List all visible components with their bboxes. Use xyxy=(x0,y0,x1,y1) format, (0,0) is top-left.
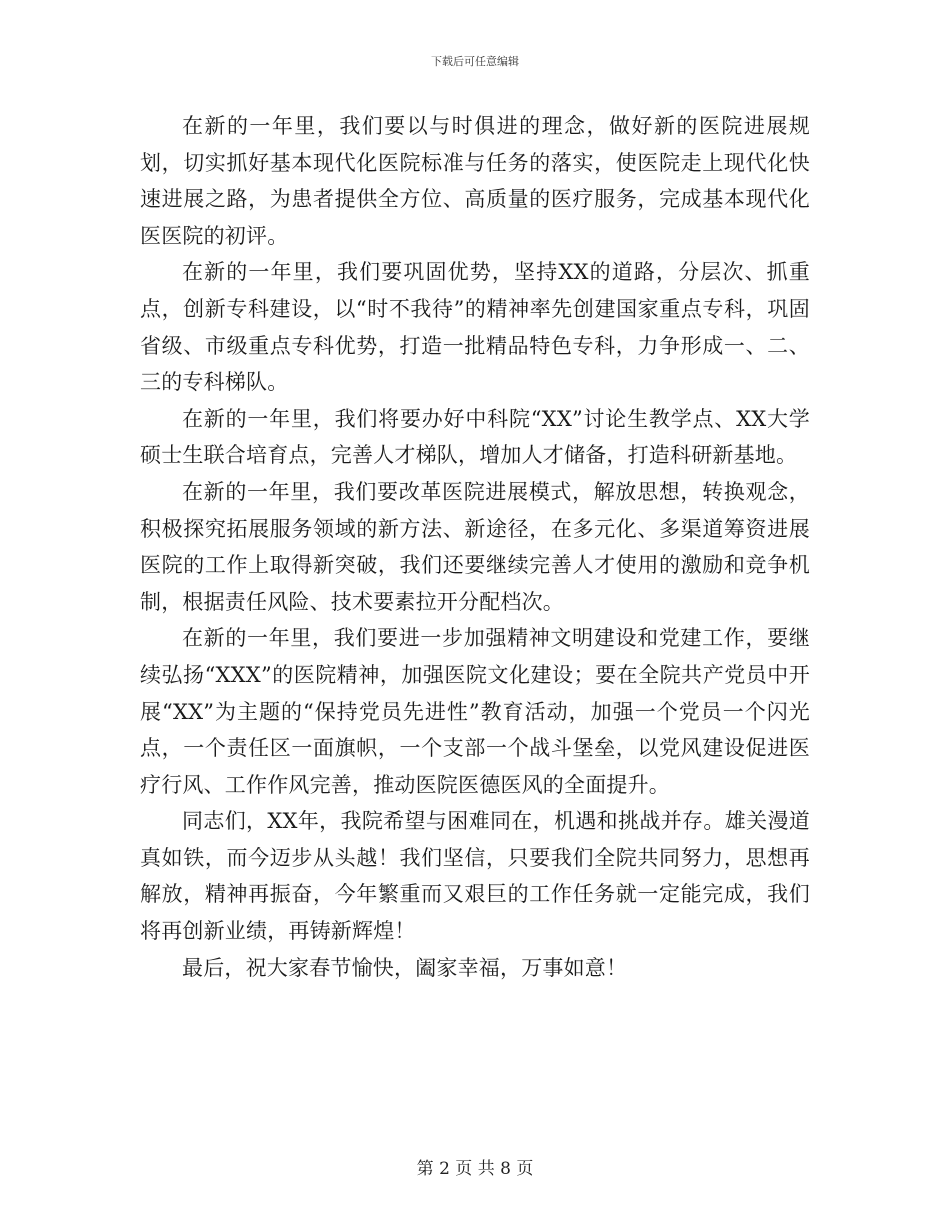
paragraph: 在新的一年里，我们要改革医院进展模式，解放思想，转换观念，积极探究拓展服务领域的新方法、新途径，在多元化、多渠道筹资进展医院的工作上取得新突破，我们还要继续完善人才使用的激励和竞争机制，根据责任风险、技术要素拉开分配档次。 xyxy=(140,479,810,614)
paragraph: 在新的一年里，我们将要办好中科院“XX”讨论生教学点、XX大学硕士生联合培育点，完善人才梯队，增加人才储备，打造科研新基地。 xyxy=(140,406,810,468)
paragraph: 最后，祝大家春节愉快，阖家幸福，万事如意！ xyxy=(182,955,628,980)
page-number-footer: 第 2 页 共 8 页 xyxy=(416,1159,534,1179)
paragraph: 同志们，XX年，我院希望与困难同在，机遇和挑战并存。雄关漫道真如铁，而今迈步从头越！我们坚信，只要我们全院共同努力，思想再解放，精神再振奋，今年繁重而又艰巨的工作任务就一定能完成，我们将再创新业绩，再铸新辉煌！ xyxy=(140,809,810,944)
header-note: 下载后可任意编辑 xyxy=(431,55,519,68)
paragraph: 在新的一年里，我们要以与时俱进的理念，做好新的医院进展规划，切实抓好基本现代化医院标准与任务的落实，使医院走上现代化快速进展之路，为患者提供全方位、高质量的医疗服务，完成基本现代化医医院的初评。 xyxy=(140,114,810,248)
document-body xyxy=(140,108,810,986)
paragraph: 在新的一年里，我们要进一步加强精神文明建设和党建工作，要继续弘扬“XXX”的医院精神，加强医院文化建设；要在全院共产党员中开展“XX”为主题的“保持党员先进性”教育活动，加强一个党员一个闪光点，一个责任区一面旗帜，一个支部一个战斗堡垒，以党风建设促进医疗行风、工作作风完善，推动医院医德医风的全面提升。 xyxy=(140,626,810,797)
paragraph: 在新的一年里，我们要巩固优势，坚持XX的道路，分层次、抓重点，创新专科建设，以“时不我待”的精神率先创建国家重点专科，巩固省级、市级重点专科优势，打造一批精品特色专科，力争形成一、二、三的专科梯队。 xyxy=(140,260,810,395)
